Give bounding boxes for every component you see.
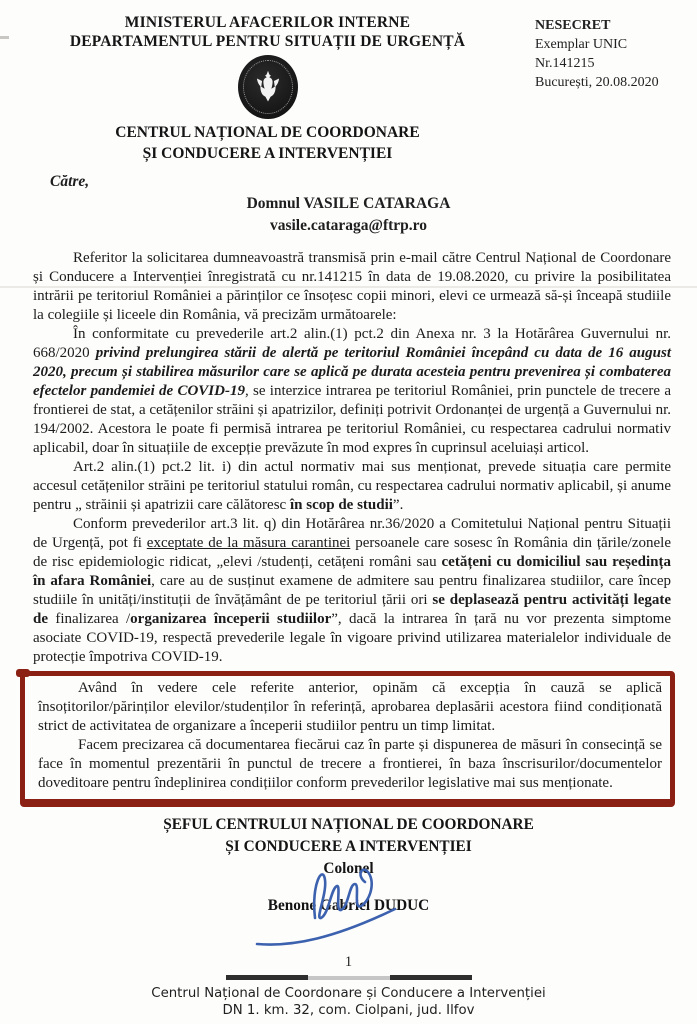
paragraph-referitor: Referitor la solicitarea dumneavoastră transmisă prin e-mail către Centrul Național de Coordonare și Conducere a Intervenției înregistrată cu nr.141215 în data de 19.08.2020, cu privire la posibilitatea intrării pe teritoriul României a părinților ce însoțesc copii minori, elevi ce urmează să-și înceapă studiile la colegiile și liceele din România, vă precizăm următoarele: [33, 250, 671, 323]
divider-segment [308, 976, 390, 980]
scan-artifact-dash [0, 36, 9, 39]
document-meta-block [535, 13, 697, 164]
red-highlight-box [20, 671, 675, 807]
place-and-date: București, 20.08.2020 [535, 75, 659, 90]
divider-segment [226, 975, 308, 980]
footer-org-name: Centrul Național de Coordonare și Conducere a Intervenției [151, 986, 546, 1001]
letterhead [0, 0, 697, 164]
scan-artifact-line [0, 286, 697, 288]
signer-rank: Colonel [323, 860, 374, 877]
center-name-line1: CENTRUL NAȚIONAL DE COORDONARE [115, 124, 420, 141]
paragraph-conform-art3: Conform prevederilor art.3 lit. q) din Hotărârea nr.36/2020 a Comitetului Național pentru Situații de Urgență, pot fi exceptate de la măsura carantinei persoanele care sosesc în România din țările/zonele de risc epidemiologic ridicat, „elevi /studenți, cetățeni români sau cetățeni cu domiciliul sau reședința în afara României, care au de susținut examene de admitere sau pentru finalizarea studiilor, care încep studiile în unități/instituții de învățământ de pe teritoriul țării ori se deplasează pentru activități legate de finalizarea /organizarea începerii studiilor”, dacă la intrarea în țară nu vor prezenta simptome asociate COVID-19, respectă prevederile legale în vigoare privind utilizarea materialelor individuale de protecție împotriva COVID-19. [33, 516, 672, 665]
paragraph-conformitate: În conformitate cu prevederile art.2 alin.(1) pct.2 din Anexa nr. 3 la Hotărârea Guvernului nr. 668/2020 privind prelungirea stării de alertă pe teritoriul României începând cu data de 16 august 2020, precum și stabilirea măsurilor care se aplică pe durata acesteia pentru prevenirea și combaterea efectelor pandemiei de COVID-19, se interzice intrarea pe teritoriul României, prin punctele de trecere a frontierei de stat, a cetățenilor străini și apatrizilor, definiți potrivit Ordonanței de urgență a Guvernului nr. 194/2002. Acestora le poate fi permisă intrarea pe teritoriul României, cu respectarea cadrului normativ aplicabil, doar în situațiile de excepție prevăzute în mod expres în cuprinsul aceluiași articol. [33, 326, 672, 456]
salutation: Către, [50, 173, 90, 190]
divider-segment [390, 975, 472, 980]
signer-title-line1: ȘEFUL CENTRULUI NAȚIONAL DE COORDONARE [163, 816, 534, 833]
recipient-block [0, 172, 697, 237]
recipient-name: Domnul VASILE CATARAGA [246, 195, 451, 212]
registration-number: Nr.141215 [535, 56, 595, 71]
copy-label: Exemplar UNIC [535, 37, 628, 52]
footer-address: DN 1. km. 32, com. Ciolpani, jud. Ilfov [222, 1003, 475, 1018]
center-name-line2: ȘI CONDUCERE A INTERVENȚIEI [142, 145, 393, 162]
department-name: DEPARTAMENTUL PENTRU SITUAȚII DE URGENȚĂ [69, 33, 466, 50]
paragraph-avand-in-vedere: Având în vedere cele referite anterior, opinăm că excepția în cauză se aplică însoțitorilor/părinților elevilor/studenților în referință, aprobarea deplasării acestora fiind condiționată strict de activitatea de organizare a începerii studiilor pentru un timp limitat. [38, 680, 662, 734]
ministry-name: MINISTERUL AFACERILOR INTERNE [124, 14, 411, 31]
paragraph-facem-precizarea: Facem precizarea că documentarea fiecărui caz în parte și dispunerea de măsuri în consecință se face în momentul prezentării în punctul de trecere a frontierei, în baza înscrisurilor/documentelor doveditoare pentru îndeplinirea condițiilor conform prevederilor legislative mai sus menționate. [38, 737, 662, 791]
page-number: 1 [344, 954, 353, 970]
paragraph-art2: Art.2 alin.(1) pct.2 lit. i) din actul normativ mai sus menționat, prevede situația care permite accesul cetățenilor străini pe teritoriul statului român, cu respectarea cadrului normativ aplicabil, și anume pentru „ străinii și apatrizii care călătoresc în scop de studii”. [33, 459, 671, 513]
classification-label: NESECRET [535, 18, 611, 33]
page-footer [0, 954, 697, 1019]
mai-dsu-seal-icon [238, 55, 298, 119]
footer-divider [0, 975, 697, 980]
signer-name: Benone Gabriel DUDUC [267, 897, 430, 914]
recipient-email: vasile.cataraga@ftrp.ro [269, 217, 428, 234]
signer-title-line2: ȘI CONDUCERE A INTERVENȚIEI [225, 838, 472, 855]
letter-body [33, 249, 671, 807]
letterhead-center-block [15, 13, 520, 164]
signature-block [0, 814, 697, 916]
